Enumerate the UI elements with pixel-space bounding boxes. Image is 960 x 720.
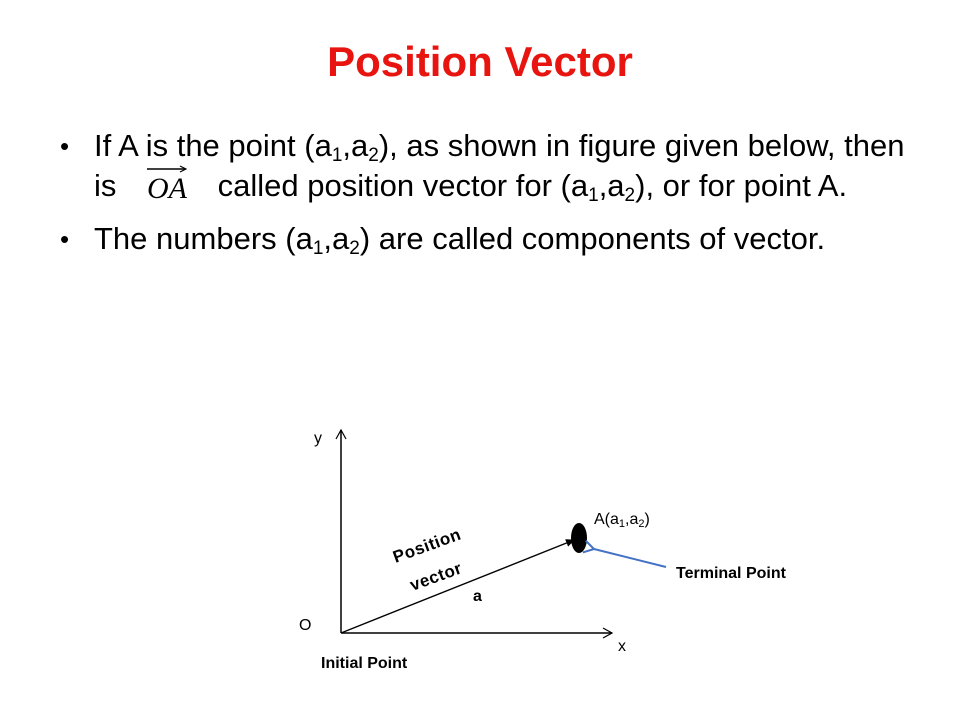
slide-title: Position Vector: [327, 38, 633, 85]
bullet-1-text-e: ,a: [598, 168, 625, 203]
point-a-prefix: A(a: [594, 511, 619, 528]
vector-label-line-1: Position: [390, 524, 464, 567]
subscript: 1: [588, 185, 599, 206]
x-axis-label: x: [618, 638, 626, 655]
origin-label: O: [299, 617, 312, 634]
terminal-pointer-arrow: [594, 549, 666, 567]
bullet-dot-icon: •: [60, 131, 70, 161]
subscript: 2: [638, 518, 645, 530]
bullet-1-text-a: If A is the point (a: [94, 128, 332, 163]
bullet-dot-icon: •: [60, 224, 70, 254]
bullet-1-text-b: ,a: [342, 128, 369, 163]
y-axis-label: y: [314, 430, 322, 447]
point-a-label: [594, 511, 650, 529]
point-a-mid: ,a: [625, 511, 639, 528]
terminal-point-label: Terminal Point: [676, 565, 786, 582]
bullet-1-text-d: called position vector for (a: [217, 168, 589, 203]
point-a-marker: [571, 523, 587, 553]
subscript: 2: [624, 185, 636, 206]
subscript: 1: [618, 518, 626, 530]
point-a-suffix: ): [644, 511, 650, 528]
subscript: 1: [331, 145, 343, 166]
bullet-2-text-a: The numbers (a: [94, 221, 313, 256]
subscript: 2: [368, 145, 379, 166]
bullet-2-text-b: ,a: [323, 221, 350, 256]
vector-oa-text: OA: [147, 172, 188, 205]
subscript: 1: [312, 238, 324, 259]
vector-name-label: a: [473, 588, 482, 605]
bullet-2-text-c: ) are called components of vector.: [359, 221, 826, 256]
initial-point-label: Initial Point: [321, 655, 408, 672]
vector-label-line-2: vector: [407, 558, 465, 595]
position-vector-line: [341, 540, 574, 633]
bullet-1-text-f: ), or for point A.: [635, 168, 848, 203]
bullet-1-text-c: ), as shown in figure given below, then is: [94, 128, 905, 203]
subscript: 2: [349, 238, 360, 259]
